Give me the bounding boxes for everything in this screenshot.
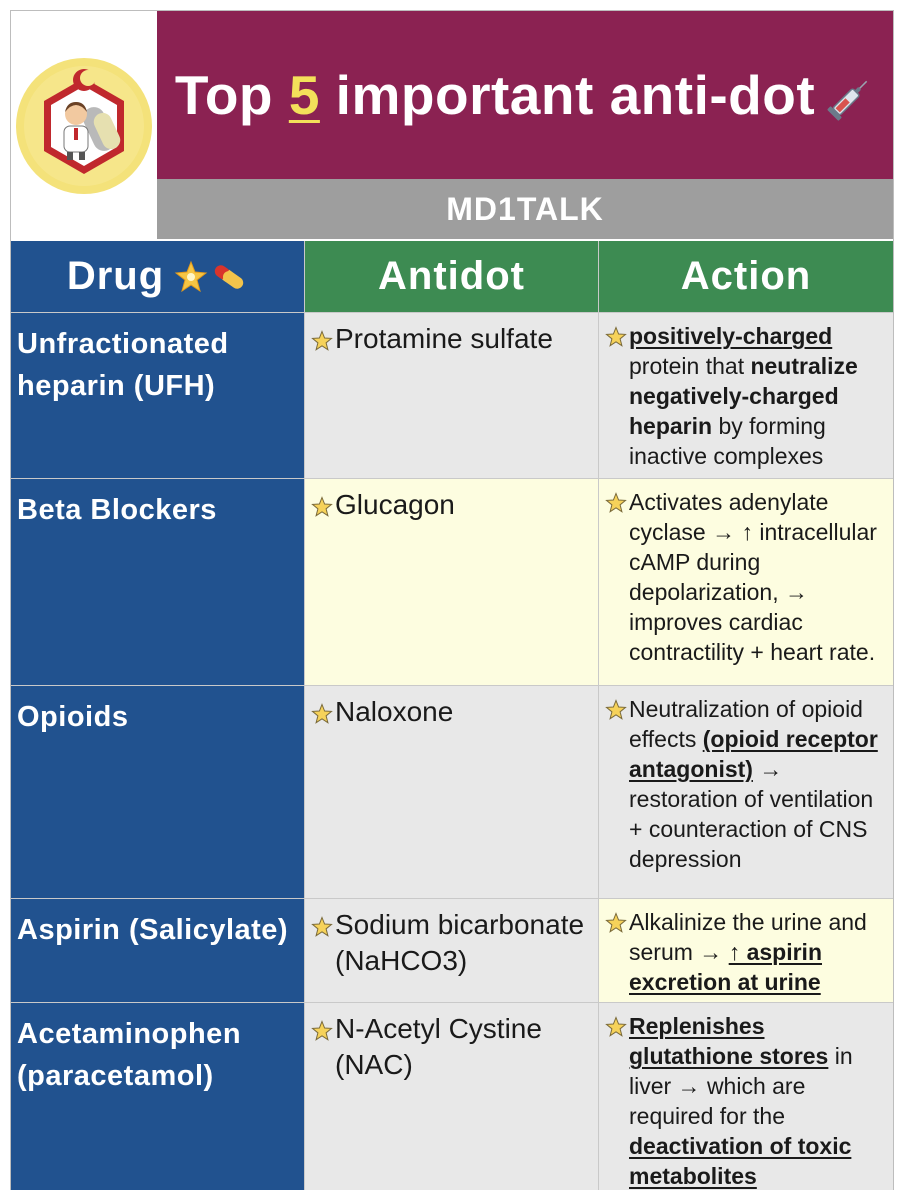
action-cell	[599, 1003, 893, 1190]
antidote-cell	[305, 479, 599, 685]
logo-cell	[11, 11, 157, 239]
action-segment: in liver → which are required for the	[629, 1043, 853, 1129]
antidote-cell	[305, 313, 599, 478]
action-text	[627, 321, 885, 471]
column-label-antidot: Antidot	[378, 254, 525, 298]
antidote-text: N-Acetyl Cystine (NAC)	[335, 1013, 542, 1080]
action-segment: ↑ aspirin excretion at urine	[629, 939, 822, 995]
action-segment: Activates adenylate cyclase → ↑ intracellular cAMP during depolarization, → improves cardiac contractility + heart rate.	[629, 489, 877, 665]
antidote-text: Naloxone	[335, 696, 454, 727]
action-cell	[599, 899, 893, 1002]
drug-cell: Opioids	[11, 686, 305, 898]
antidote-cell	[305, 899, 599, 1002]
action-segment: Alkalinize the urine and serum →	[629, 909, 867, 965]
table-row	[11, 898, 893, 1002]
table-row	[11, 1002, 893, 1190]
action-segment: protein that	[629, 353, 751, 379]
action-cell	[599, 313, 893, 478]
action-segment: neutralize negatively-charged heparin	[629, 353, 858, 439]
action-cell	[599, 686, 893, 898]
action-text	[627, 1011, 885, 1191]
column-header-antidot	[305, 241, 599, 312]
star-icon	[311, 325, 333, 361]
title-banner	[157, 11, 893, 179]
action-segment: → restoration of ventilation + counteraction of CNS depression	[629, 756, 874, 872]
star-icon	[605, 911, 627, 941]
drug-cell: Unfractionated heparin (UFH)	[11, 313, 305, 478]
action-segment: Neutralization of opioid effects	[629, 696, 863, 752]
action-segment: positively-charged	[629, 323, 833, 349]
title-prefix: Top	[174, 64, 289, 126]
subtitle: MD1TALK	[446, 190, 604, 227]
subtitle-banner	[157, 179, 893, 239]
star-icon	[605, 325, 627, 355]
column-label-action: Action	[680, 254, 812, 298]
action-segment: Replenishes glutathione stores	[629, 1013, 829, 1069]
action-segment: deactivation of toxic metabolites	[629, 1133, 852, 1189]
star-icon	[605, 1015, 627, 1045]
star-icon	[311, 698, 333, 734]
antidote-text: Glucagon	[335, 489, 455, 520]
star-icon	[605, 698, 627, 728]
page-title	[175, 63, 875, 127]
drug-cell: Aspirin (Salicylate)	[11, 899, 305, 1002]
title-number: 5	[288, 64, 320, 126]
antidote-text: Sodium bicarbonate (NaHCO3)	[335, 909, 585, 976]
drug-cell: Beta Blockers	[11, 479, 305, 685]
pill-capsule-icon	[210, 260, 248, 294]
table-row	[11, 685, 893, 898]
star-icon	[311, 911, 333, 947]
column-header-drug	[11, 241, 305, 312]
action-cell	[599, 479, 893, 685]
action-text	[627, 487, 885, 667]
action-text	[627, 694, 885, 874]
star-icon	[311, 1015, 333, 1051]
action-text	[627, 907, 885, 997]
column-label-drug: Drug	[66, 254, 165, 298]
doctor-pharmacy-logo-icon	[14, 56, 154, 196]
drug-cell: Acetaminophen (paracetamol)	[11, 1003, 305, 1190]
antidote-cell	[305, 686, 599, 898]
star-icon	[311, 491, 333, 527]
sparkle-star-icon	[174, 260, 208, 294]
title-suffix: important anti-dot	[319, 64, 816, 126]
table-row	[11, 478, 893, 685]
action-segment: by forming inactive complexes	[629, 413, 826, 469]
antidote-cell	[305, 1003, 599, 1190]
action-segment: (opioid receptor antagonist)	[629, 726, 878, 782]
table-row	[11, 312, 893, 478]
antidote-text: Protamine sulfate	[335, 323, 553, 354]
column-header-action	[599, 241, 893, 312]
star-icon	[605, 491, 627, 521]
syringe-icon	[823, 73, 875, 125]
